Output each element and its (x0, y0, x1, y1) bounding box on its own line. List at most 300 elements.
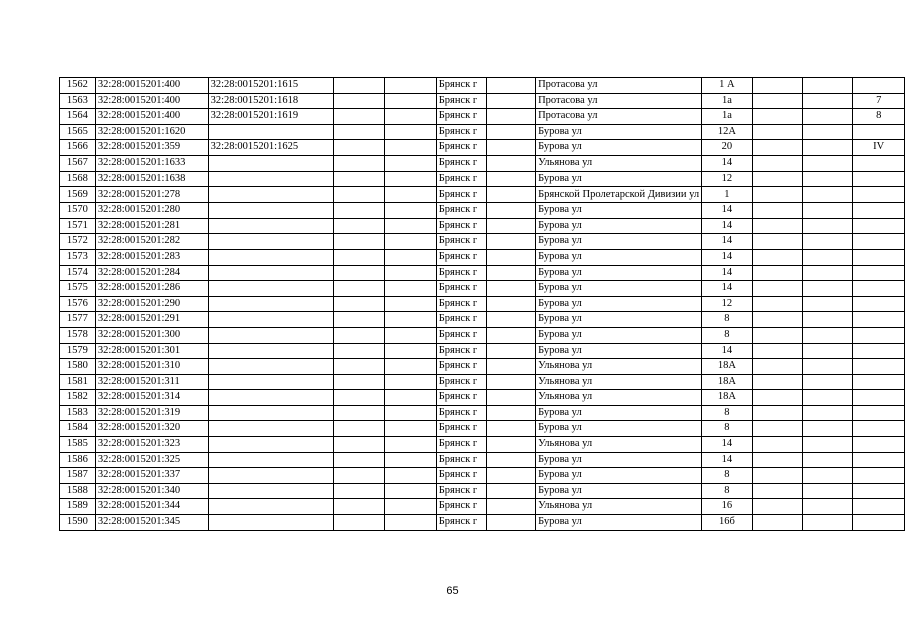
cell-street: Ульянова ул (536, 437, 702, 453)
cell-city: Брянск г (436, 218, 486, 234)
cell-sub-cadastral-number (208, 390, 334, 406)
cell-empty-col-7 (486, 359, 535, 375)
cell-empty-col-10 (752, 171, 802, 187)
cell-apartment-number (853, 390, 905, 406)
cell-sub-cadastral-number (208, 155, 334, 171)
cell-city: Брянск г (436, 343, 486, 359)
cell-house-number: 18А (702, 359, 753, 375)
cell-cadastral-number: 32:28:0015201:290 (95, 296, 208, 312)
cell-city: Брянск г (436, 155, 486, 171)
cell-empty-col-11 (803, 515, 853, 531)
cell-empty-col-5 (385, 468, 436, 484)
table-row (60, 171, 905, 187)
cell-street: Ульянова ул (536, 499, 702, 515)
cell-cadastral-number: 32:28:0015201:1638 (95, 171, 208, 187)
cell-sub-cadastral-number (208, 281, 334, 297)
cell-cadastral-number: 32:28:0015201:291 (95, 312, 208, 328)
cell-empty-col-11 (803, 437, 853, 453)
cell-empty-col-11 (803, 124, 853, 140)
cell-sub-cadastral-number (208, 483, 334, 499)
cell-row-number: 1579 (60, 343, 96, 359)
cell-empty-col-5 (385, 109, 436, 125)
cell-empty-col-10 (752, 218, 802, 234)
cell-empty-col-4 (334, 452, 385, 468)
cell-city: Брянск г (436, 452, 486, 468)
table-row (60, 78, 905, 94)
cell-city: Брянск г (436, 281, 486, 297)
cell-city: Брянск г (436, 93, 486, 109)
cell-empty-col-11 (803, 359, 853, 375)
cell-empty-col-5 (385, 140, 436, 156)
cell-apartment-number: 8 (853, 109, 905, 125)
cell-apartment-number (853, 359, 905, 375)
cell-empty-col-11 (803, 265, 853, 281)
cell-street: Протасова ул (536, 93, 702, 109)
cell-empty-col-10 (752, 249, 802, 265)
cell-city: Брянск г (436, 312, 486, 328)
cell-empty-col-10 (752, 499, 802, 515)
cell-sub-cadastral-number (208, 405, 334, 421)
cell-apartment-number (853, 327, 905, 343)
page-number: 65 (446, 585, 459, 597)
cell-city: Брянск г (436, 483, 486, 499)
cell-empty-col-4 (334, 140, 385, 156)
table-row (60, 421, 905, 437)
cell-empty-col-5 (385, 187, 436, 203)
cell-cadastral-number: 32:28:0015201:311 (95, 374, 208, 390)
cell-empty-col-10 (752, 390, 802, 406)
cell-apartment-number (853, 203, 905, 219)
cell-apartment-number (853, 249, 905, 265)
cell-apartment-number (853, 405, 905, 421)
cell-city: Брянск г (436, 140, 486, 156)
cell-empty-col-4 (334, 374, 385, 390)
cell-sub-cadastral-number (208, 218, 334, 234)
cell-sub-cadastral-number (208, 374, 334, 390)
cell-row-number: 1572 (60, 234, 96, 250)
cell-empty-col-7 (486, 171, 535, 187)
cell-apartment-number (853, 265, 905, 281)
cell-empty-col-4 (334, 218, 385, 234)
cell-city: Брянск г (436, 187, 486, 203)
cell-apartment-number (853, 483, 905, 499)
cell-city: Брянск г (436, 124, 486, 140)
cell-apartment-number (853, 468, 905, 484)
cell-row-number: 1590 (60, 515, 96, 531)
cell-empty-col-10 (752, 374, 802, 390)
cell-street: Бурова ул (536, 140, 702, 156)
cell-empty-col-7 (486, 265, 535, 281)
cell-house-number: 12 (702, 171, 753, 187)
cell-empty-col-7 (486, 187, 535, 203)
cell-sub-cadastral-number (208, 359, 334, 375)
cell-street: Бурова ул (536, 343, 702, 359)
cell-apartment-number (853, 343, 905, 359)
cell-empty-col-4 (334, 468, 385, 484)
cell-empty-col-4 (334, 93, 385, 109)
cell-empty-col-7 (486, 405, 535, 421)
cell-house-number: 14 (702, 203, 753, 219)
cell-row-number: 1563 (60, 93, 96, 109)
cell-row-number: 1570 (60, 203, 96, 219)
cell-empty-col-10 (752, 296, 802, 312)
cell-cadastral-number: 32:28:0015201:280 (95, 203, 208, 219)
cell-sub-cadastral-number (208, 468, 334, 484)
cell-empty-col-5 (385, 155, 436, 171)
cell-house-number: 8 (702, 483, 753, 499)
cell-empty-col-10 (752, 124, 802, 140)
cell-empty-col-5 (385, 93, 436, 109)
cell-empty-col-4 (334, 312, 385, 328)
cell-city: Брянск г (436, 405, 486, 421)
cell-empty-col-10 (752, 359, 802, 375)
cell-house-number: 1 (702, 187, 753, 203)
cell-house-number: 14 (702, 281, 753, 297)
cell-cadastral-number: 32:28:0015201:282 (95, 234, 208, 250)
cell-cadastral-number: 32:28:0015201:319 (95, 405, 208, 421)
cell-sub-cadastral-number (208, 452, 334, 468)
cell-empty-col-4 (334, 155, 385, 171)
cell-house-number: 8 (702, 421, 753, 437)
cell-empty-col-7 (486, 343, 535, 359)
table-row (60, 515, 905, 531)
cell-empty-col-4 (334, 249, 385, 265)
cell-row-number: 1585 (60, 437, 96, 453)
cell-apartment-number (853, 452, 905, 468)
cell-empty-col-4 (334, 296, 385, 312)
cell-empty-col-10 (752, 140, 802, 156)
cell-city: Брянск г (436, 390, 486, 406)
table-row (60, 483, 905, 499)
cell-sub-cadastral-number: 32:28:0015201:1625 (208, 140, 334, 156)
cell-cadastral-number: 32:28:0015201:1620 (95, 124, 208, 140)
table-row (60, 296, 905, 312)
cell-empty-col-5 (385, 171, 436, 187)
cell-empty-col-10 (752, 203, 802, 219)
cell-row-number: 1569 (60, 187, 96, 203)
cell-street: Бурова ул (536, 281, 702, 297)
cell-city: Брянск г (436, 359, 486, 375)
cell-empty-col-7 (486, 452, 535, 468)
cell-empty-col-7 (486, 312, 535, 328)
cell-cadastral-number: 32:28:0015201:284 (95, 265, 208, 281)
cell-sub-cadastral-number (208, 312, 334, 328)
cell-empty-col-11 (803, 155, 853, 171)
cell-apartment-number (853, 437, 905, 453)
cell-empty-col-5 (385, 312, 436, 328)
cell-empty-col-11 (803, 93, 853, 109)
cell-empty-col-4 (334, 203, 385, 219)
cell-house-number: 14 (702, 265, 753, 281)
cell-empty-col-5 (385, 452, 436, 468)
cell-empty-col-5 (385, 327, 436, 343)
cell-city: Брянск г (436, 499, 486, 515)
cell-empty-col-5 (385, 78, 436, 94)
cell-empty-col-4 (334, 234, 385, 250)
cell-apartment-number (853, 155, 905, 171)
cell-street: Бурова ул (536, 203, 702, 219)
cell-street: Бурова ул (536, 218, 702, 234)
cell-empty-col-11 (803, 421, 853, 437)
cell-sub-cadastral-number (208, 234, 334, 250)
cell-empty-col-10 (752, 468, 802, 484)
cell-empty-col-11 (803, 218, 853, 234)
table-row (60, 124, 905, 140)
cell-row-number: 1574 (60, 265, 96, 281)
cell-city: Брянск г (436, 515, 486, 531)
cell-street: Протасова ул (536, 109, 702, 125)
cell-cadastral-number: 32:28:0015201:278 (95, 187, 208, 203)
cell-row-number: 1578 (60, 327, 96, 343)
cell-street: Бурова ул (536, 249, 702, 265)
cell-empty-col-11 (803, 203, 853, 219)
cell-cadastral-number: 32:28:0015201:400 (95, 93, 208, 109)
cell-sub-cadastral-number (208, 421, 334, 437)
cell-street: Бурова ул (536, 468, 702, 484)
cell-apartment-number: IV (853, 140, 905, 156)
cell-empty-col-4 (334, 359, 385, 375)
cell-row-number: 1575 (60, 281, 96, 297)
cell-empty-col-11 (803, 499, 853, 515)
cell-city: Брянск г (436, 109, 486, 125)
cell-row-number: 1588 (60, 483, 96, 499)
cell-city: Брянск г (436, 171, 486, 187)
cell-street: Бурова ул (536, 312, 702, 328)
table-row (60, 281, 905, 297)
cell-empty-col-5 (385, 437, 436, 453)
cell-city: Брянск г (436, 265, 486, 281)
cell-empty-col-4 (334, 281, 385, 297)
table-row (60, 390, 905, 406)
cell-street: Ульянова ул (536, 359, 702, 375)
cell-empty-col-11 (803, 249, 853, 265)
cell-city: Брянск г (436, 296, 486, 312)
cell-street: Ульянова ул (536, 390, 702, 406)
cell-empty-col-11 (803, 140, 853, 156)
cell-empty-col-10 (752, 421, 802, 437)
cell-empty-col-4 (334, 327, 385, 343)
cell-apartment-number (853, 281, 905, 297)
cell-city: Брянск г (436, 437, 486, 453)
cell-sub-cadastral-number (208, 327, 334, 343)
cell-empty-col-10 (752, 515, 802, 531)
cell-empty-col-7 (486, 155, 535, 171)
cell-apartment-number (853, 218, 905, 234)
cell-cadastral-number: 32:28:0015201:281 (95, 218, 208, 234)
cell-row-number: 1565 (60, 124, 96, 140)
cell-empty-col-7 (486, 483, 535, 499)
cell-empty-col-7 (486, 421, 535, 437)
table-row (60, 343, 905, 359)
cell-empty-col-5 (385, 203, 436, 219)
cell-street: Бурова ул (536, 515, 702, 531)
table-row (60, 405, 905, 421)
cell-house-number: 1а (702, 93, 753, 109)
table-row (60, 468, 905, 484)
table-row (60, 437, 905, 453)
cell-house-number: 14 (702, 437, 753, 453)
cell-city: Брянск г (436, 78, 486, 94)
cell-house-number: 18А (702, 390, 753, 406)
table-row (60, 452, 905, 468)
cell-street: Бурова ул (536, 327, 702, 343)
table-row (60, 327, 905, 343)
table-row (60, 140, 905, 156)
cell-empty-col-7 (486, 390, 535, 406)
cell-street: Брянской Пролетарской Дивизии ул (536, 187, 702, 203)
cell-city: Брянск г (436, 327, 486, 343)
cell-street: Бурова ул (536, 405, 702, 421)
cell-cadastral-number: 32:28:0015201:320 (95, 421, 208, 437)
cell-empty-col-10 (752, 405, 802, 421)
cell-sub-cadastral-number: 32:28:0015201:1619 (208, 109, 334, 125)
cell-city: Брянск г (436, 234, 486, 250)
cell-empty-col-10 (752, 483, 802, 499)
cell-cadastral-number: 32:28:0015201:283 (95, 249, 208, 265)
cell-sub-cadastral-number (208, 265, 334, 281)
cell-empty-col-7 (486, 234, 535, 250)
cell-empty-col-4 (334, 390, 385, 406)
cell-row-number: 1568 (60, 171, 96, 187)
cell-empty-col-10 (752, 155, 802, 171)
cell-house-number: 12 (702, 296, 753, 312)
cell-empty-col-10 (752, 93, 802, 109)
cell-empty-col-4 (334, 483, 385, 499)
cell-city: Брянск г (436, 421, 486, 437)
cell-empty-col-5 (385, 515, 436, 531)
cell-row-number: 1562 (60, 78, 96, 94)
cell-empty-col-4 (334, 405, 385, 421)
cell-city: Брянск г (436, 249, 486, 265)
cell-house-number: 1 А (702, 78, 753, 94)
cell-house-number: 8 (702, 327, 753, 343)
cell-empty-col-11 (803, 390, 853, 406)
cell-house-number: 12А (702, 124, 753, 140)
cell-empty-col-4 (334, 515, 385, 531)
cell-empty-col-10 (752, 312, 802, 328)
cell-empty-col-5 (385, 359, 436, 375)
cell-cadastral-number: 32:28:0015201:323 (95, 437, 208, 453)
cell-apartment-number (853, 171, 905, 187)
cell-row-number: 1576 (60, 296, 96, 312)
cell-cadastral-number: 32:28:0015201:300 (95, 327, 208, 343)
cell-apartment-number (853, 78, 905, 94)
cell-house-number: 14 (702, 155, 753, 171)
table-row (60, 93, 905, 109)
cell-empty-col-7 (486, 109, 535, 125)
cell-cadastral-number: 32:28:0015201:325 (95, 452, 208, 468)
cell-empty-col-5 (385, 265, 436, 281)
cell-apartment-number (853, 374, 905, 390)
cell-sub-cadastral-number (208, 515, 334, 531)
cell-row-number: 1583 (60, 405, 96, 421)
cell-empty-col-11 (803, 78, 853, 94)
cell-empty-col-10 (752, 78, 802, 94)
cell-cadastral-number: 32:28:0015201:286 (95, 281, 208, 297)
cell-cadastral-number: 32:28:0015201:400 (95, 109, 208, 125)
cell-cadastral-number: 32:28:0015201:345 (95, 515, 208, 531)
table-row (60, 249, 905, 265)
cell-row-number: 1584 (60, 421, 96, 437)
cell-row-number: 1573 (60, 249, 96, 265)
register-table (59, 77, 905, 531)
cell-cadastral-number: 32:28:0015201:340 (95, 483, 208, 499)
cell-apartment-number (853, 296, 905, 312)
cell-cadastral-number: 32:28:0015201:337 (95, 468, 208, 484)
cell-house-number: 18А (702, 374, 753, 390)
table-body (60, 78, 905, 531)
cell-house-number: 16 (702, 499, 753, 515)
cell-empty-col-11 (803, 187, 853, 203)
cell-cadastral-number: 32:28:0015201:359 (95, 140, 208, 156)
cell-cadastral-number: 32:28:0015201:301 (95, 343, 208, 359)
cell-empty-col-7 (486, 140, 535, 156)
cell-empty-col-10 (752, 343, 802, 359)
table-row (60, 218, 905, 234)
cell-cadastral-number: 32:28:0015201:310 (95, 359, 208, 375)
cell-sub-cadastral-number (208, 343, 334, 359)
cell-empty-col-5 (385, 483, 436, 499)
cell-empty-col-11 (803, 374, 853, 390)
cell-empty-col-11 (803, 234, 853, 250)
cell-house-number: 8 (702, 312, 753, 328)
cell-street: Ульянова ул (536, 155, 702, 171)
cell-empty-col-11 (803, 296, 853, 312)
cell-empty-col-7 (486, 468, 535, 484)
cell-street: Бурова ул (536, 421, 702, 437)
cell-empty-col-5 (385, 281, 436, 297)
cell-empty-col-11 (803, 327, 853, 343)
table-row (60, 155, 905, 171)
cell-empty-col-7 (486, 437, 535, 453)
cell-empty-col-11 (803, 109, 853, 125)
cell-apartment-number (853, 421, 905, 437)
table-row (60, 234, 905, 250)
cell-city: Брянск г (436, 203, 486, 219)
cell-row-number: 1581 (60, 374, 96, 390)
cell-row-number: 1577 (60, 312, 96, 328)
table-row (60, 359, 905, 375)
cell-empty-col-11 (803, 405, 853, 421)
table-row (60, 374, 905, 390)
cell-street: Протасова ул (536, 78, 702, 94)
cell-empty-col-11 (803, 452, 853, 468)
cell-empty-col-5 (385, 421, 436, 437)
cell-apartment-number (853, 234, 905, 250)
cell-sub-cadastral-number (208, 124, 334, 140)
table-row (60, 265, 905, 281)
cell-empty-col-11 (803, 171, 853, 187)
cell-empty-col-7 (486, 203, 535, 219)
cell-apartment-number (853, 499, 905, 515)
cell-empty-col-7 (486, 515, 535, 531)
cell-apartment-number (853, 515, 905, 531)
cell-row-number: 1567 (60, 155, 96, 171)
cell-empty-col-4 (334, 343, 385, 359)
cell-sub-cadastral-number (208, 499, 334, 515)
cell-house-number: 14 (702, 452, 753, 468)
cell-empty-col-4 (334, 124, 385, 140)
cell-apartment-number (853, 312, 905, 328)
cell-house-number: 14 (702, 234, 753, 250)
cell-house-number: 8 (702, 468, 753, 484)
table-row (60, 109, 905, 125)
cell-empty-col-7 (486, 93, 535, 109)
cell-row-number: 1582 (60, 390, 96, 406)
cell-street: Бурова ул (536, 483, 702, 499)
cell-house-number: 14 (702, 249, 753, 265)
cell-street: Бурова ул (536, 265, 702, 281)
